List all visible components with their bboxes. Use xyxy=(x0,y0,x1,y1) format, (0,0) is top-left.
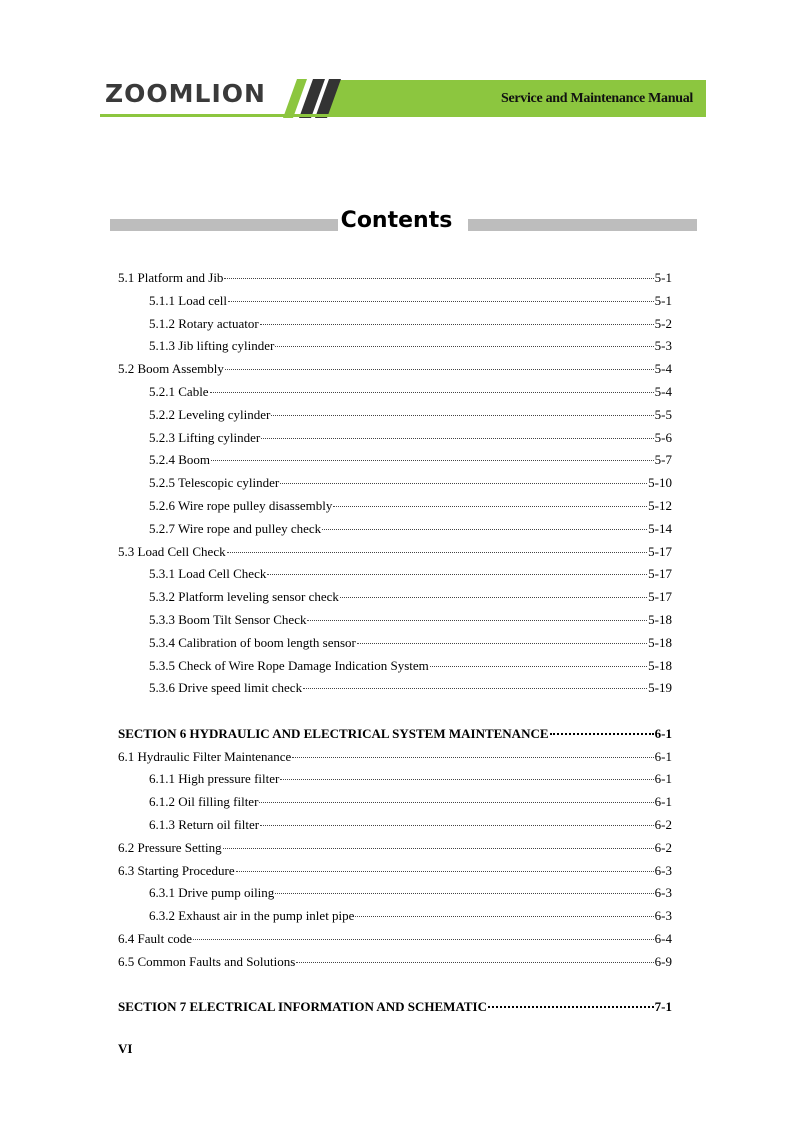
toc-entry-page: 6-1 xyxy=(654,748,672,764)
toc-entry[interactable] xyxy=(118,566,672,589)
toc-entry[interactable] xyxy=(118,635,672,658)
toc-entry-title: 5.1.3 Jib lifting cylinder xyxy=(149,338,275,354)
toc-section-entry[interactable] xyxy=(118,726,672,749)
toc-entry[interactable] xyxy=(118,954,672,977)
toc-entry-page: 6-2 xyxy=(654,839,672,855)
toc-entry-title: 5.1 Platform and Jib xyxy=(118,270,224,285)
toc-entry-title: SECTION 7 ELECTRICAL INFORMATION AND SCHEMATIC xyxy=(118,999,487,1015)
toc-entry[interactable] xyxy=(118,270,672,293)
toc-entry[interactable] xyxy=(118,931,672,954)
toc-entry[interactable] xyxy=(118,840,672,863)
toc-entry-page: 5-3 xyxy=(654,338,672,354)
toc-entry-title: 6.1.2 Oil filling filter xyxy=(149,794,259,810)
toc-entry[interactable] xyxy=(118,749,672,772)
toc-entry-title: 5.1.1 Load cell xyxy=(149,292,227,308)
toc-leader-dots xyxy=(307,620,647,621)
toc-entry-title: 5.3.5 Check of Wire Rope Damage Indication System xyxy=(149,657,429,673)
toc-entry-page: 5-19 xyxy=(648,680,672,696)
contents-heading xyxy=(0,208,793,233)
toc-leader-dots xyxy=(260,324,654,325)
toc-section-entry[interactable] xyxy=(118,999,672,1022)
toc-entry[interactable] xyxy=(118,338,672,361)
toc-leader-dots xyxy=(223,848,654,849)
toc-entry-page: 6-3 xyxy=(654,862,672,878)
toc-entry-page: 5-1 xyxy=(654,292,672,308)
toc-entry-page: 7-1 xyxy=(654,999,672,1015)
toc-entry[interactable] xyxy=(118,361,672,384)
toc-leader-dots xyxy=(355,916,653,917)
toc-entry-title: 5.2.1 Cable xyxy=(149,383,209,399)
toc-entry-title: 5.2.5 Telescopic cylinder xyxy=(149,475,280,491)
toc-entry[interactable] xyxy=(118,407,672,430)
toc-entry-page: 5-4 xyxy=(654,383,672,399)
toc-entry-page: 5-17 xyxy=(648,589,672,605)
toc-entry-page: 6-3 xyxy=(654,908,672,924)
toc-entry[interactable] xyxy=(118,658,672,681)
toc-entry-title: 5.2.2 Leveling cylinder xyxy=(149,406,271,422)
toc-entry[interactable] xyxy=(118,521,672,544)
toc-entry-page: 5-5 xyxy=(654,406,672,422)
toc-entry-page: 5-1 xyxy=(654,270,672,285)
toc-spacer xyxy=(118,977,672,1000)
page-number: VI xyxy=(118,1041,133,1056)
toc-entry[interactable] xyxy=(118,544,672,567)
toc-entry[interactable] xyxy=(118,498,672,521)
toc-entry-page: 6-1 xyxy=(654,725,672,741)
toc-entry-title: 5.3.1 Load Cell Check xyxy=(149,566,267,582)
toc-entry-page: 6-2 xyxy=(654,816,672,832)
toc-leader-dots xyxy=(303,688,647,689)
contents-heading-text: Contents xyxy=(338,208,456,233)
toc-entry[interactable] xyxy=(118,885,672,908)
toc-leader-dots xyxy=(550,733,654,735)
toc-entry-page: 5-14 xyxy=(648,520,672,536)
toc-entry-title: 5.3.2 Platform leveling sensor check xyxy=(149,589,339,605)
toc-leader-dots xyxy=(340,597,647,598)
toc-leader-dots xyxy=(275,346,653,347)
toc-leader-dots xyxy=(275,893,653,894)
toc-leader-dots xyxy=(267,574,647,575)
toc-entry[interactable] xyxy=(118,475,672,498)
toc-entry[interactable] xyxy=(118,863,672,886)
toc-leader-dots xyxy=(322,529,647,530)
toc-entry-page: 5-17 xyxy=(648,543,672,559)
toc-leader-dots xyxy=(193,939,654,940)
toc-entry-title: 6.1.1 High pressure filter xyxy=(149,771,280,787)
toc-entry[interactable] xyxy=(118,293,672,316)
toc-leader-dots xyxy=(225,369,654,370)
toc-leader-dots xyxy=(259,802,653,803)
toc-entry[interactable] xyxy=(118,771,672,794)
toc-entry-title: 5.2.4 Boom xyxy=(149,452,211,468)
toc-entry[interactable] xyxy=(118,612,672,635)
toc-entry-page: 5-4 xyxy=(654,361,672,377)
toc-entry[interactable] xyxy=(118,794,672,817)
toc-entry[interactable] xyxy=(118,452,672,475)
toc-entry-title: 5.3.3 Boom Tilt Sensor Check xyxy=(149,611,307,627)
toc-leader-dots xyxy=(228,301,654,302)
toc-entry-page: 5-18 xyxy=(648,634,672,650)
toc-entry-page: 5-10 xyxy=(648,475,672,491)
toc-entry-page: 6-1 xyxy=(654,771,672,787)
toc-leader-dots xyxy=(210,392,654,393)
toc-entry-page: 5-12 xyxy=(648,497,672,513)
toc-entry-title: 6.4 Fault code xyxy=(118,930,193,946)
toc-entry-title: 6.1.3 Return oil filter xyxy=(149,816,260,832)
toc-leader-dots xyxy=(260,825,654,826)
manual-title: Service and Maintenance Manual xyxy=(500,91,693,106)
toc-entry-title: 5.2 Boom Assembly xyxy=(118,361,224,377)
toc-entry-page: 6-1 xyxy=(654,794,672,810)
toc-entry-page: 5-18 xyxy=(648,657,672,673)
toc-leader-dots xyxy=(292,757,653,758)
toc-entry-title: 5.3 Load Cell Check xyxy=(118,543,226,559)
toc-entry[interactable] xyxy=(118,430,672,453)
toc-entry-title: SECTION 6 HYDRAULIC AND ELECTRICAL SYSTEM MAINTENANCE xyxy=(118,725,549,741)
toc-entry-title: 6.3.2 Exhaust air in the pump inlet pipe xyxy=(149,908,355,924)
toc-entry-title: 5.2.3 Lifting cylinder xyxy=(149,429,261,445)
page-header xyxy=(0,0,793,130)
toc-leader-dots xyxy=(280,779,653,780)
toc-entry-title: 6.1 Hydraulic Filter Maintenance xyxy=(118,748,292,764)
toc-entry-page: 6-9 xyxy=(654,953,672,969)
toc-leader-dots xyxy=(357,643,647,644)
toc-entry-title: 6.3.1 Drive pump oiling xyxy=(149,885,275,901)
toc-leader-dots xyxy=(227,552,648,553)
toc-leader-dots xyxy=(271,415,653,416)
toc-entry[interactable] xyxy=(118,908,672,931)
toc-leader-dots xyxy=(296,962,653,963)
toc-entry-title: 5.3.6 Drive speed limit check xyxy=(149,680,303,696)
toc-entry-title: 6.3 Starting Procedure xyxy=(118,862,235,878)
toc-entry-page: 5-6 xyxy=(654,429,672,445)
toc-leader-dots xyxy=(488,1006,654,1008)
toc-entry[interactable] xyxy=(118,589,672,612)
toc-entry-title: 5.1.2 Rotary actuator xyxy=(149,315,259,331)
toc-leader-dots xyxy=(333,506,647,507)
toc-entry-page: 6-3 xyxy=(654,885,672,901)
toc-entry-title: 6.5 Common Faults and Solutions xyxy=(118,953,296,969)
zoomlion-logo: ZOOMLION xyxy=(105,79,266,108)
toc-leader-dots xyxy=(280,483,647,484)
toc-leader-dots xyxy=(211,460,654,461)
toc-entry-title: 5.2.7 Wire rope and pulley check xyxy=(149,520,322,536)
header-underline xyxy=(100,114,706,117)
toc-entry-page: 5-2 xyxy=(654,315,672,331)
toc-entry-title: 5.3.4 Calibration of boom length sensor xyxy=(149,634,356,650)
toc-entry-page: 6-4 xyxy=(654,930,672,946)
toc-entry[interactable] xyxy=(118,316,672,339)
toc-leader-dots xyxy=(236,871,654,872)
toc-entry[interactable] xyxy=(118,680,672,703)
toc-leader-dots xyxy=(224,278,653,279)
toc-entry-page: 5-7 xyxy=(654,452,672,468)
toc-entry-page: 5-17 xyxy=(648,566,672,582)
toc-leader-dots xyxy=(430,666,647,667)
table-of-contents xyxy=(118,270,672,1022)
toc-entry[interactable] xyxy=(118,384,672,407)
toc-spacer xyxy=(118,703,672,726)
toc-entry[interactable] xyxy=(118,817,672,840)
toc-leader-dots xyxy=(261,438,653,439)
toc-entry-page: 5-18 xyxy=(648,611,672,627)
logo-stripes-icon xyxy=(283,79,343,118)
toc-entry-title: 5.2.6 Wire rope pulley disassembly xyxy=(149,497,333,513)
toc-entry-title: 6.2 Pressure Setting xyxy=(118,839,222,855)
